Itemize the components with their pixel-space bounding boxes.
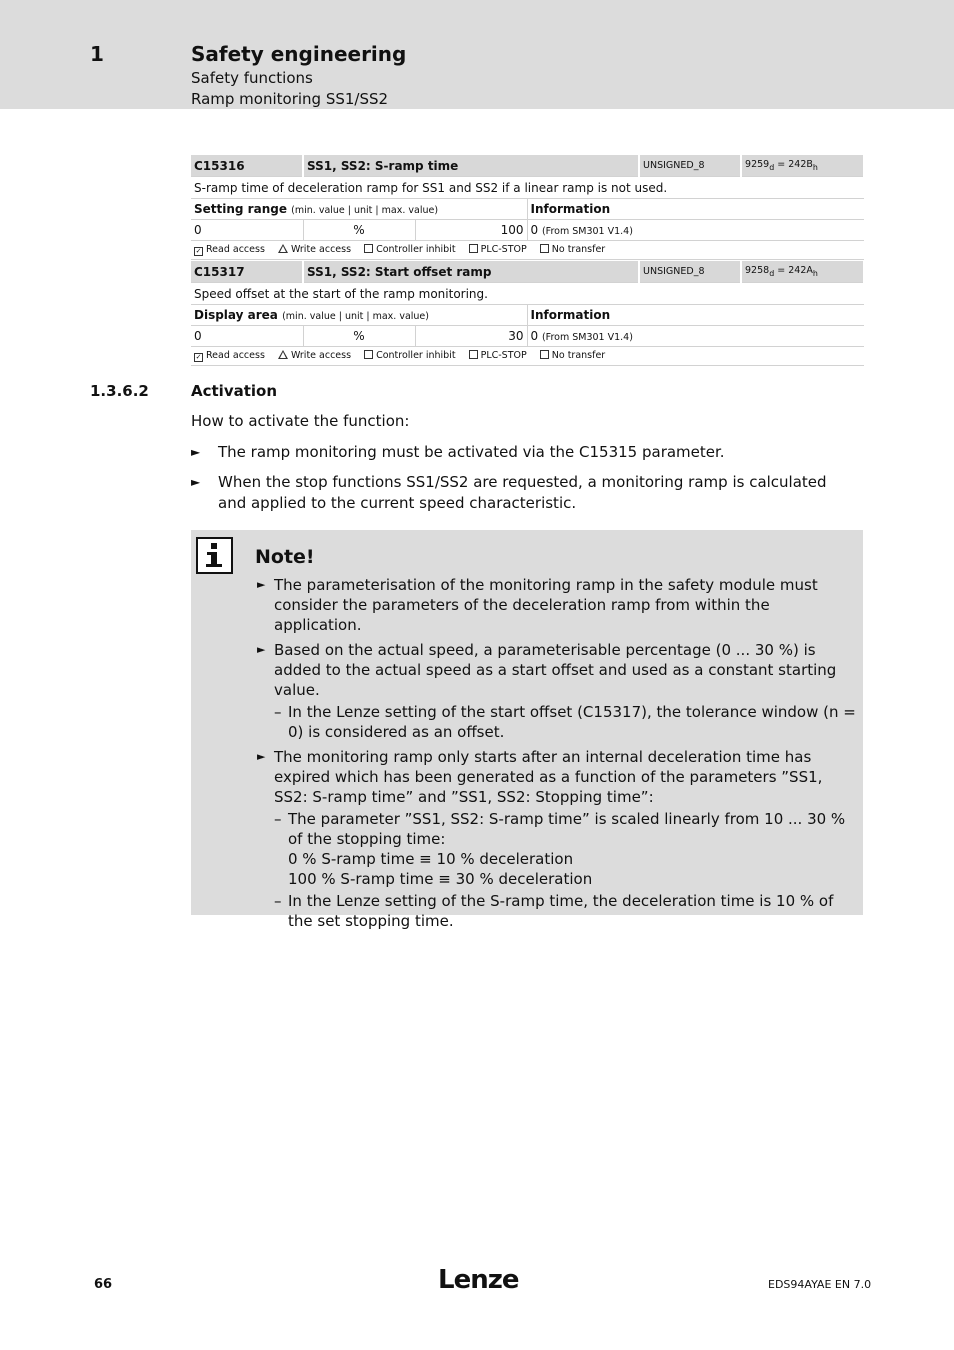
note-title: Note! — [255, 546, 315, 568]
arrow-bullet-icon: ► — [191, 475, 201, 489]
document-id: EDS94AYAE EN 7.0 — [768, 1278, 872, 1291]
range-header: Display area (min. value | unit | max. value) — [191, 305, 527, 326]
info-value: 0 (From SM301 V1.4) — [527, 326, 864, 347]
access-flags — [191, 347, 864, 366]
page-number: 66 — [94, 1277, 113, 1292]
param-table-c15317 — [191, 261, 865, 366]
param-type: UNSIGNED_8 — [639, 155, 741, 177]
section-subtitle: Safety functions — [191, 69, 313, 87]
info-header: Information — [527, 199, 864, 220]
note-subitem: – The parameter ”SS1, SS2: S-ramp time” is scaled linearly from 10 ... 30 % of the stopping time: 0 % S-ramp time ≡ 10 % deceleration 100 % S-ramp time ≡ 30 % deceleration — [274, 810, 846, 888]
flag-plc-stop: PLC-STOP — [469, 244, 527, 255]
bullet-list — [191, 442, 851, 523]
param-name: SS1, SS2: Start offset ramp — [303, 261, 639, 283]
warning-icon — [278, 244, 288, 253]
param-table-c15316 — [191, 155, 865, 260]
section-title: Activation — [191, 382, 278, 400]
section-number: 1.3.6.2 — [90, 382, 149, 400]
note-item: ► The monitoring ramp only starts after an internal deceleration time has expired which has been generated as a function of the parameters ”SS1, SS2: S-ramp time” and ”SS1, SS2: Stopping time”: – The parameter ”SS1, SS2: S-ramp time” is scaled linearly from 10 ... 30 % of the stopping time: 0 % S-ramp time ≡ 10 % deceleration 100 % S-ramp time ≡ 30 % deceleration – In the Lenze setting of the S-ramp time, the deceleration time is 10 % of the set stopping time. — [257, 747, 857, 931]
chapter-number: 1 — [90, 42, 104, 66]
flag-read-access: ✓ Read access — [195, 350, 265, 361]
flag-read-access: ✓ Read access — [195, 244, 265, 255]
note-item: ► The parameterisation of the monitoring ramp in the safety module must consider the parameters of the deceleration ramp from within the application. — [257, 576, 818, 634]
note-item: ► Based on the actual speed, a parameterisable percentage (0 ... 30 %) is added to the actual speed as a start offset and used as a constant starting value. – In the Lenze setting of the start offset (C15317), the tolerance window (n = 0) is considered as an offset. — [257, 641, 856, 741]
chapter-title: Safety engineering — [191, 42, 407, 66]
param-index: $9259_d = 242B_h$ — [741, 155, 864, 177]
flag-plc-stop: PLC-STOP — [469, 350, 527, 361]
range-min: 0 — [191, 220, 303, 241]
info-icon — [196, 537, 233, 574]
flag-write-access: Write access — [278, 244, 351, 255]
flag-controller-inhibit: Controller inhibit — [364, 350, 455, 361]
range-header: Setting range (min. value | unit | max. value) — [191, 199, 527, 220]
range-unit: % — [303, 220, 415, 241]
arrow-bullet-icon: ► — [191, 445, 201, 459]
range-min: 0 — [191, 326, 303, 347]
flag-no-transfer: No transfer — [540, 350, 605, 361]
flag-write-access: Write access — [278, 350, 351, 361]
param-index: $9258_d = 242A_h$ — [741, 261, 864, 283]
note-box — [191, 530, 863, 930]
flag-no-transfer: No transfer — [540, 244, 605, 255]
info-header: Information — [527, 305, 864, 326]
access-flags — [191, 241, 864, 260]
note-subitem: – In the Lenze setting of the S-ramp time, the deceleration time is 10 % of the set stopping time. — [274, 892, 834, 930]
param-description: Speed offset at the start of the ramp monitoring. — [191, 283, 864, 305]
info-value: 0 (From SM301 V1.4) — [527, 220, 864, 241]
param-description: S-ramp time of deceleration ramp for SS1 and SS2 if a linear ramp is not used. — [191, 177, 864, 199]
subsection-subtitle: Ramp monitoring SS1/SS2 — [191, 90, 389, 108]
lenze-logo: Lenze — [438, 1265, 519, 1295]
note-subitem: – In the Lenze setting of the start offset (C15317), the tolerance window (n = 0) is considered as an offset. — [274, 703, 856, 741]
range-unit: % — [303, 326, 415, 347]
param-type: UNSIGNED_8 — [639, 261, 741, 283]
param-code: C15317 — [191, 261, 303, 283]
warning-icon — [278, 350, 288, 359]
note-body — [257, 575, 857, 936]
section-intro: How to activate the function: — [191, 412, 410, 430]
list-item: ► The ramp monitoring must be activated via the C15315 parameter. — [191, 443, 725, 461]
header-band — [0, 0, 954, 109]
range-max: 100 — [415, 220, 527, 241]
param-name: SS1, SS2: S-ramp time — [303, 155, 639, 177]
arrow-bullet-icon: ► — [257, 643, 266, 656]
param-code: C15316 — [191, 155, 303, 177]
arrow-bullet-icon: ► — [257, 750, 266, 763]
arrow-bullet-icon: ► — [257, 578, 266, 591]
list-item: ► When the stop functions SS1/SS2 are requested, a monitoring ramp is calculated and applied to the current speed characteristic. — [191, 473, 827, 512]
range-max: 30 — [415, 326, 527, 347]
flag-controller-inhibit: Controller inhibit — [364, 244, 455, 255]
